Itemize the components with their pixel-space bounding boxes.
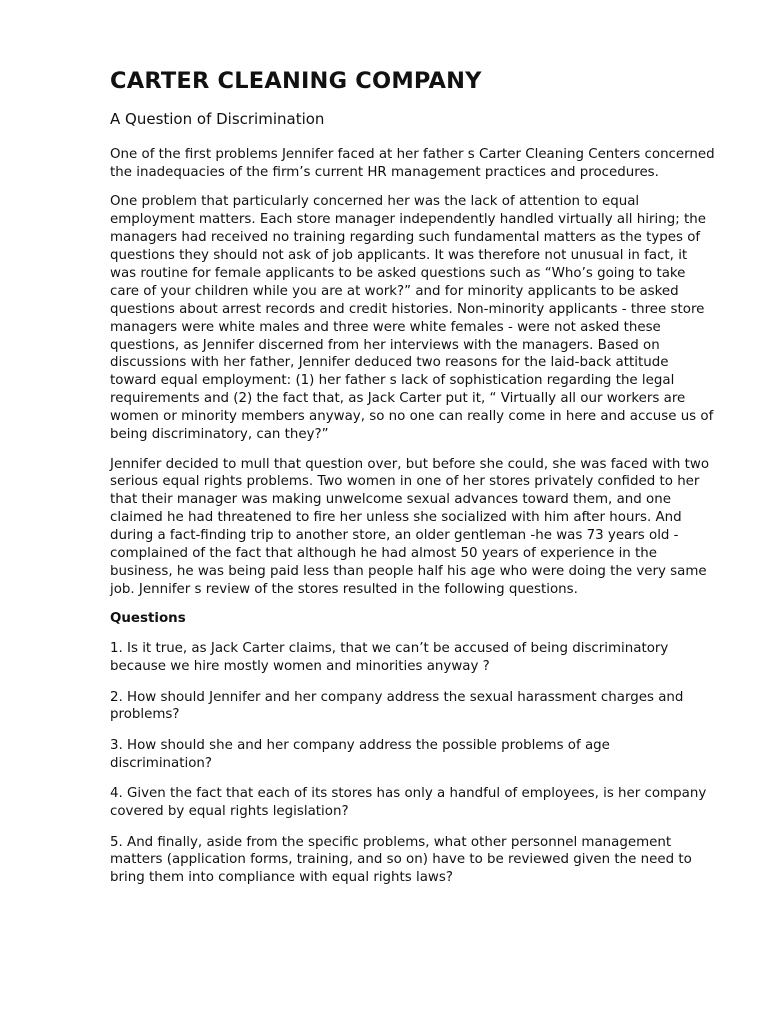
question-1: 1. Is it true, as Jack Carter claims, that we can’t be accused of being discriminatory because we hire mostly women and minorities anyway ? [110, 641, 669, 675]
document-title: CARTER CLEANING COMPANY [110, 68, 482, 94]
paragraph-equal-employment: One problem that particularly concerned her was the lack of attention to equal employment matters. Each store manager independently handled virtually all hiring; the managers had received no training regarding such fundamental matters as the types of questions they should not ask of job applicants. It was therefore not unusual in fact, it was routine for female applicants to be asked questions such as “Who’s going to take care of your children while you are at work?” and for minority applicants to be asked questions about arrest records and credit histories. Non-minority applicants - three store managers were white males and three were white females - were not asked these questions, as Jennifer discerned from her interviews with the managers. Based on discussions with her father, Jennifer deduced two reasons for the laid-back attitude toward equal employment: (1) her father s lack of sophistication regarding the legal requirements and (2) the fact that, as Jack Carter put it, “ Virtually all our workers are women or minority members anyway, so no one can really come in here and accuse us of being discriminatory, can they?” [110, 194, 714, 443]
question-3: 3. How should she and her company address the possible problems of age discrimination? [110, 737, 610, 771]
document-subtitle: A Question of Discrimination [110, 110, 325, 128]
document-page [110, 66, 716, 900]
question-5: 5. And finally, aside from the specific problems, what other personnel management matters (application forms, training, and so on) have to be reviewed given the need to bring them into compliance with equal rights laws? [110, 834, 692, 886]
question-2: 2. How should Jennifer and her company address the sexual harassment charges and problems? [110, 689, 684, 723]
question-4: 4. Given the fact that each of its stores has only a handful of employees, is her company covered by equal rights legislation? [110, 786, 707, 820]
paragraph-intro: One of the first problems Jennifer faced at her father s Carter Cleaning Centers concerned the inadequacies of the firm’s current HR management practices and procedures. [110, 147, 715, 180]
questions-heading: Questions [110, 611, 186, 627]
paragraph-equal-rights-problems: Jennifer decided to mull that question over, but before she could, she was faced with two serious equal rights problems. Two women in one of her stores privately confided to her that their manager was making unwelcome sexual advances toward them, and one claimed he had threatened to fire her unless she socialized with him after hours. And during a fact-finding trip to another store, an older gentleman -he was 73 years old - complained of the fact that although he had almost 50 years of experience in the business, he was being paid less than people half his age who were doing the very same job. Jennifer s review of the stores resulted in the following questions. [110, 456, 710, 597]
